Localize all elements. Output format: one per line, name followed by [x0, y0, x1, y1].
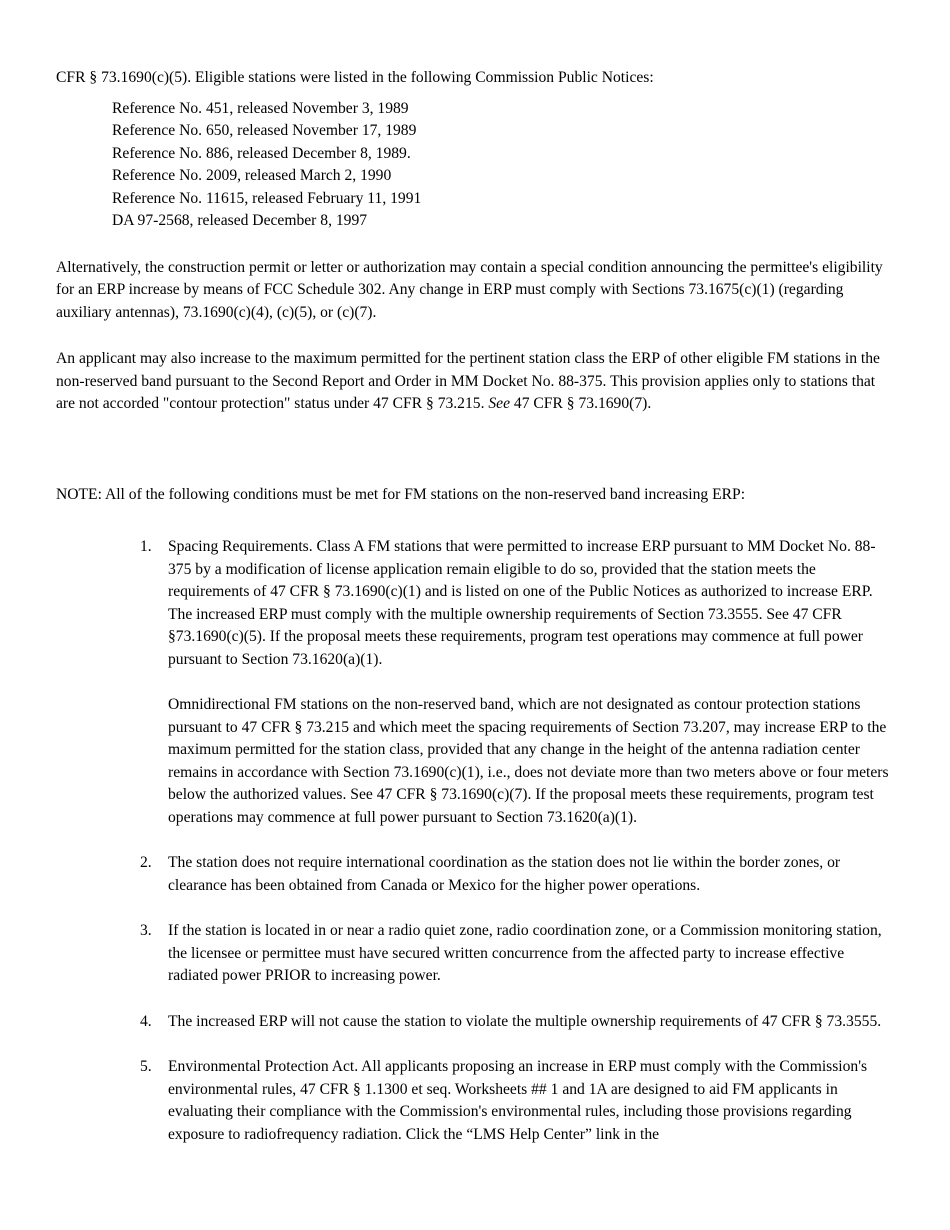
note-heading: NOTE: All of the following conditions must be met for FM stations on the non-reserved band increasing ERP: — [56, 485, 746, 503]
condition-item-1 — [56, 536, 896, 829]
condition-number: 5. — [140, 1058, 152, 1075]
reference-item: Reference No. 2009, released March 2, 1990 — [112, 167, 392, 184]
condition-item-4 — [56, 1011, 896, 1034]
condition-item-5 — [56, 1056, 896, 1146]
reference-item: Reference No. 650, released November 17, 1989 — [112, 122, 417, 139]
reference-item: Reference No. 886, released December 8, 1989. — [112, 144, 411, 162]
reference-item: Reference No. 11615, released February 11, 1991 — [112, 189, 422, 207]
reference-item: DA 97-2568, released December 8, 1997 — [112, 212, 368, 229]
condition-number: 4. — [140, 1012, 152, 1030]
intro-text: CFR § 73.1690(c)(5). Eligible stations were listed in the following Commission Public Notices: — [56, 69, 654, 86]
conditions-list — [56, 536, 896, 1146]
condition-item-2 — [56, 852, 896, 897]
see-signal: See — [488, 395, 511, 412]
condition-item-3 — [56, 920, 896, 988]
applicant-paragraph-text: An applicant may also increase to the maximum permitted for the pertinent station class the ERP of other eligible FM stations in the non-reserved band pursuant to the Second Report and Order in MM Docket No. 88-375. This provision applies only to stations that are not accorded "contour protection" status under 47 CFR § 73.215. — [56, 350, 880, 412]
condition-text: The station does not require international coordination as the station does not lie within the border zones, or clearance has been obtained from Canada or Mexico for the higher power operations. — [168, 854, 841, 894]
condition-number: 3. — [140, 922, 152, 939]
condition-number: 1. — [140, 538, 152, 555]
applicant-paragraph-citation: 47 CFR § 73.1690(7). — [510, 395, 652, 412]
alternative-paragraph: Alternatively, the construction permit or letter or authorization may contain a special condition announcing the permittee's eligibility for an ERP increase by means of FCC Schedule 302. Any change in ERP must comply with Sections 73.1675(c)(1) (regarding auxiliary antennas), 73.1690(c)(4), (c)(5), or (c)(7). — [56, 258, 883, 321]
reference-item: Reference No. 451, released November 3, 1989 — [112, 99, 409, 117]
document-page — [56, 67, 896, 1169]
condition-text: Spacing Requirements. Class A FM stations that were permitted to increase ERP pursuant to MM Docket No. 88-375 by a modification of license application remain eligible to do so, provided that the station meets the requirements of 47 CFR § 73.1690(c)(1) and is listed on one of the Public Notices as authorized to increase ERP. The increased ERP must comply with the multiple ownership requirements of Section 73.3555. See 47 CFR §73.1690(c)(5). If the proposal meets these requirements, program test operations may commence at full power pursuant to Section 73.1620(a)(1). — [168, 538, 876, 668]
applicant-paragraph — [56, 348, 896, 416]
condition-text: Environmental Protection Act. All applicants proposing an increase in ERP must comply with the Commission's environmental rules, 47 CFR § 1.1300 et seq. Worksheets ## 1 and 1A are designed to aid FM applicants in evaluating their compliance with the Commission's environmental rules, including those provisions regarding exposure to radiofrequency radiation. Click the “LMS Help Center” link in the — [168, 1058, 868, 1143]
condition-text: If the station is located in or near a radio quiet zone, radio coordination zone, or a Commission monitoring station, the licensee or permittee must have secured written concurrence from the affected party to increase effective radiated power PRIOR to increasing power. — [168, 922, 882, 984]
reference-list — [112, 98, 896, 233]
condition-text: The increased ERP will not cause the station to violate the multiple ownership requirements of 47 CFR § 73.3555. — [168, 1012, 882, 1030]
condition-subtext: Omnidirectional FM stations on the non-reserved band, which are not designated as contour protection stations pursuant to 47 CFR § 73.215 and which meet the spacing requirements of Section 73.207, may increase ERP to the maximum permitted for the station class, provided that any change in the height of the antenna radiation center remains in accordance with Section 73.1690(c)(1), i.e., does not deviate more than two meters above or four meters below the authorized values. See 47 CFR § 73.1690(c)(7). If the proposal meets these requirements, program test operations may commence at full power pursuant to Section 73.1620(a)(1). — [168, 696, 889, 826]
condition-number: 2. — [140, 854, 152, 871]
